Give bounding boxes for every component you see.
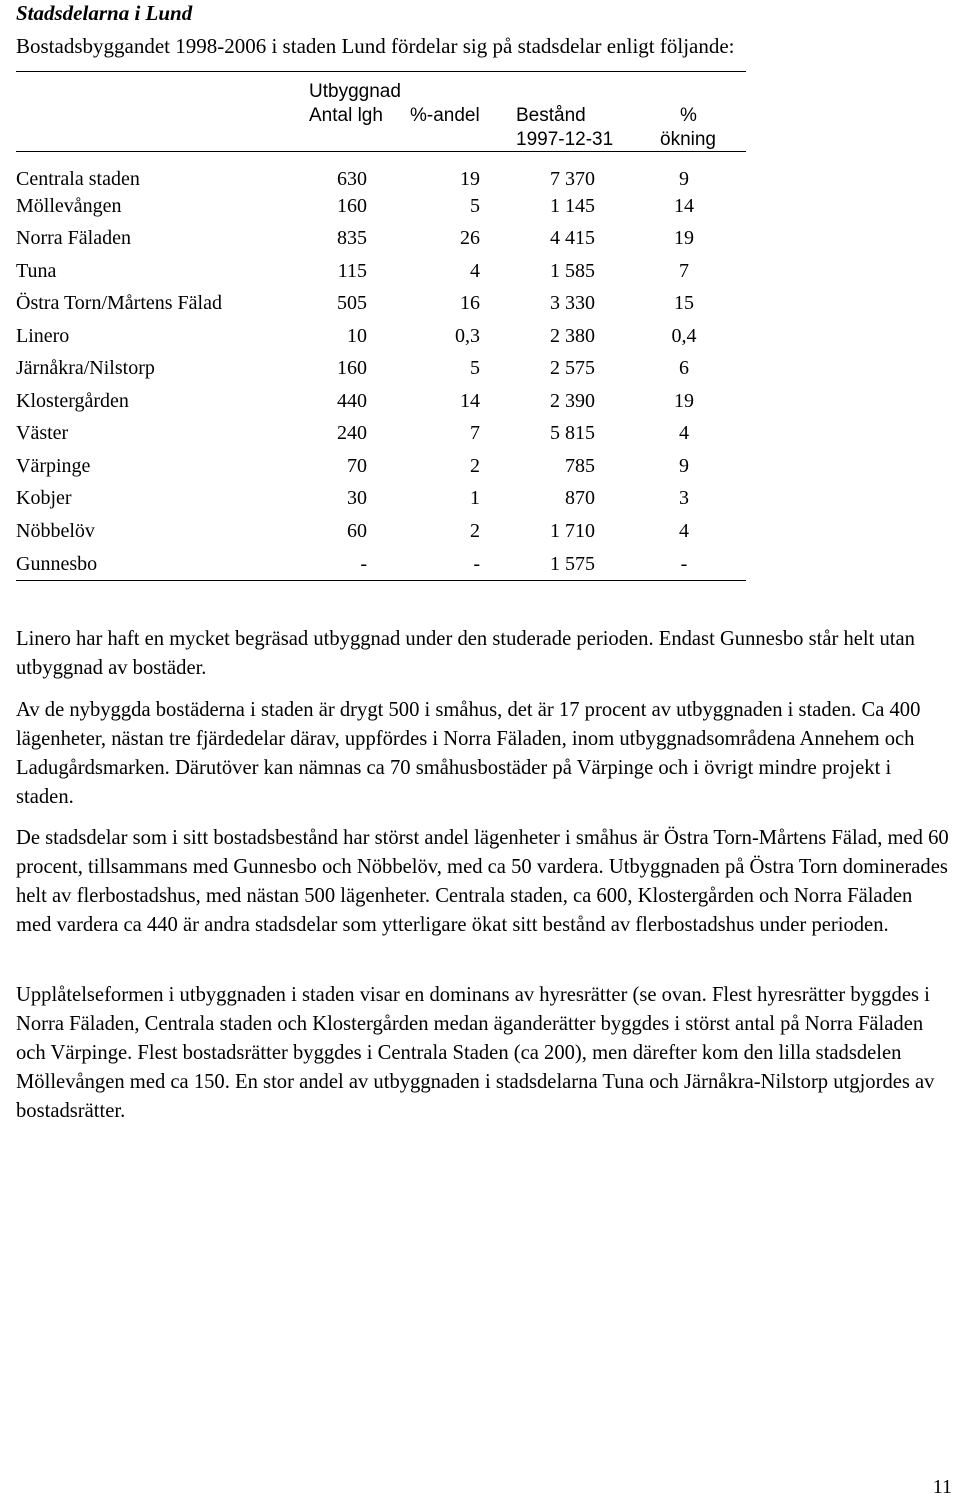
row-okning: 6: [679, 357, 689, 379]
row-andel: 19: [460, 168, 480, 190]
row-okning: 4: [679, 422, 689, 444]
row-andel: 0,3: [455, 325, 480, 347]
row-antal: 30: [347, 487, 367, 509]
row-name: Norra Fäladen: [16, 227, 131, 249]
row-antal: 70: [347, 455, 367, 477]
paragraph-3: De stadsdelar som i sitt bostadsbestånd har störst andel lägenheter i småhus är Östra Torn-Mårtens Fälad, med 60 procent, tillsammans med Gunnesbo och Nöbbelöv, med ca 50 vardera. Utbyggnaden på Östra Torn dominerades helt av flerbostadshus, med nästan 500 lägenheter. Centrala staden, ca 600, Klostergården och Norra Fäladen med vardera ca 440 är andra stadsdelar som ytterligare ökat sitt bestånd av flerbostadshus under perioden.: [16, 827, 949, 936]
row-andel: 16: [460, 292, 480, 314]
row-bestand: 1 575: [550, 553, 595, 575]
row-name: Klostergården: [16, 390, 129, 412]
header-bestand: Bestånd: [516, 105, 586, 126]
row-name: Östra Torn/Mårtens Fälad: [16, 292, 222, 314]
row-name: Järnåkra/Nilstorp: [16, 357, 155, 379]
row-okning: 19: [674, 227, 694, 249]
header-bestand-date: 1997-12-31: [516, 129, 614, 150]
row-andel: -: [473, 553, 480, 575]
row-antal: 160: [337, 195, 367, 217]
row-name: Gunnesbo: [16, 553, 98, 575]
row-bestand: 2 380: [550, 325, 595, 347]
row-andel: 14: [460, 390, 480, 412]
row-okning: 0,4: [671, 325, 697, 347]
row-antal: 10: [347, 325, 367, 347]
row-okning: 3: [679, 487, 689, 509]
row-okning: -: [680, 553, 688, 575]
row-okning: 9: [679, 168, 689, 190]
row-bestand: 3 330: [550, 292, 595, 314]
header-pct: %: [680, 105, 697, 126]
row-name: Väster: [16, 422, 69, 444]
row-bestand: 1 585: [550, 260, 595, 282]
paragraph-1: Linero har haft en mycket begräsad utbyggnad under den studerade perioden. Endast Gunnesbo står helt utan utbyggnad av bostäder.: [16, 628, 915, 679]
row-andel: 5: [470, 357, 480, 379]
row-antal: 630: [337, 168, 367, 190]
row-andel: 7: [470, 422, 480, 444]
row-andel: 2: [470, 455, 480, 477]
row-andel: 4: [470, 260, 480, 282]
row-antal: -: [360, 553, 367, 575]
intro-text: Bostadsbyggandet 1998-2006 i staden Lund fördelar sig på stadsdelar enligt följande:: [16, 34, 735, 58]
paragraph-4: Upplåtelseformen i utbyggnaden i staden visar en dominans av hyresrätter (se ovan. Flest hyresrätter byggdes i Norra Fäladen, Centrala staden och Klostergården medan äganderätter byggdes i störst antal på Norra Fäladen och Värpinge. Flest bostadsrätter byggdes i Centrala Staden (ca 200), men därefter kom den lilla stadsdelen Möllevången med ca 150. En stor andel av utbyggnaden i stadsdelarna Tuna och Järnåkra-Nilstorp utgjordes av bostadsrätter.: [16, 984, 935, 1122]
row-okning: 19: [674, 390, 694, 412]
paragraph-2: Av de nybyggda bostäderna i staden är drygt 500 i småhus, det är 17 procent av utbyggnaden i staden. Ca 400 lägenheter, nästan tre fjärdedelar därav, uppfördes i Norra Fäladen, inom utbyggnadsområdena Annehem och Ladugårdsmarken. Därutöver kan nämnas ca 70 småhusbostäder på Värpinge och i övrigt mindre projekt i staden.: [16, 699, 921, 808]
row-name: Nöbbelöv: [16, 520, 95, 542]
row-bestand: 1 710: [550, 520, 595, 542]
row-name: Linero: [16, 325, 70, 347]
table-top-rule: [16, 71, 746, 72]
section-heading: Stadsdelarna i Lund: [16, 1, 193, 25]
row-andel: 1: [470, 487, 480, 509]
header-okning: ökning: [660, 129, 716, 150]
row-bestand: 5 815: [550, 422, 595, 444]
row-okning: 7: [679, 260, 689, 282]
row-okning: 4: [679, 520, 689, 542]
row-name: Värpinge: [16, 455, 91, 477]
row-andel: 26: [460, 227, 480, 249]
row-antal: 440: [337, 390, 367, 412]
row-okning: 15: [674, 292, 694, 314]
row-okning: 14: [674, 195, 694, 217]
table-bottom-rule: [16, 580, 746, 581]
header-andel: %-andel: [410, 105, 480, 126]
row-name: Centrala staden: [16, 168, 140, 190]
row-antal: 60: [347, 520, 367, 542]
row-bestand: 870: [565, 487, 595, 509]
row-okning: 9: [679, 455, 689, 477]
row-bestand: 2 390: [550, 390, 595, 412]
row-bestand: 2 575: [550, 357, 595, 379]
row-name: Tuna: [16, 260, 57, 282]
header-antal-lgh: Antal lgh: [309, 105, 383, 126]
row-antal: 240: [337, 422, 367, 444]
row-name: Möllevången: [16, 195, 122, 217]
row-andel: 2: [470, 520, 480, 542]
row-bestand: 785: [565, 455, 595, 477]
row-bestand: 4 415: [550, 227, 595, 249]
row-bestand: 1 145: [550, 195, 595, 217]
row-andel: 5: [470, 195, 480, 217]
table-header-rule: [16, 151, 746, 152]
row-antal: 160: [337, 357, 367, 379]
row-antal: 505: [337, 292, 367, 314]
header-utbyggnad: Utbyggnad: [309, 81, 401, 102]
row-antal: 835: [337, 227, 367, 249]
row-name: Kobjer: [16, 487, 72, 509]
row-bestand: 7 370: [550, 168, 595, 190]
page-number: 11: [932, 1476, 952, 1498]
row-antal: 115: [337, 260, 367, 282]
